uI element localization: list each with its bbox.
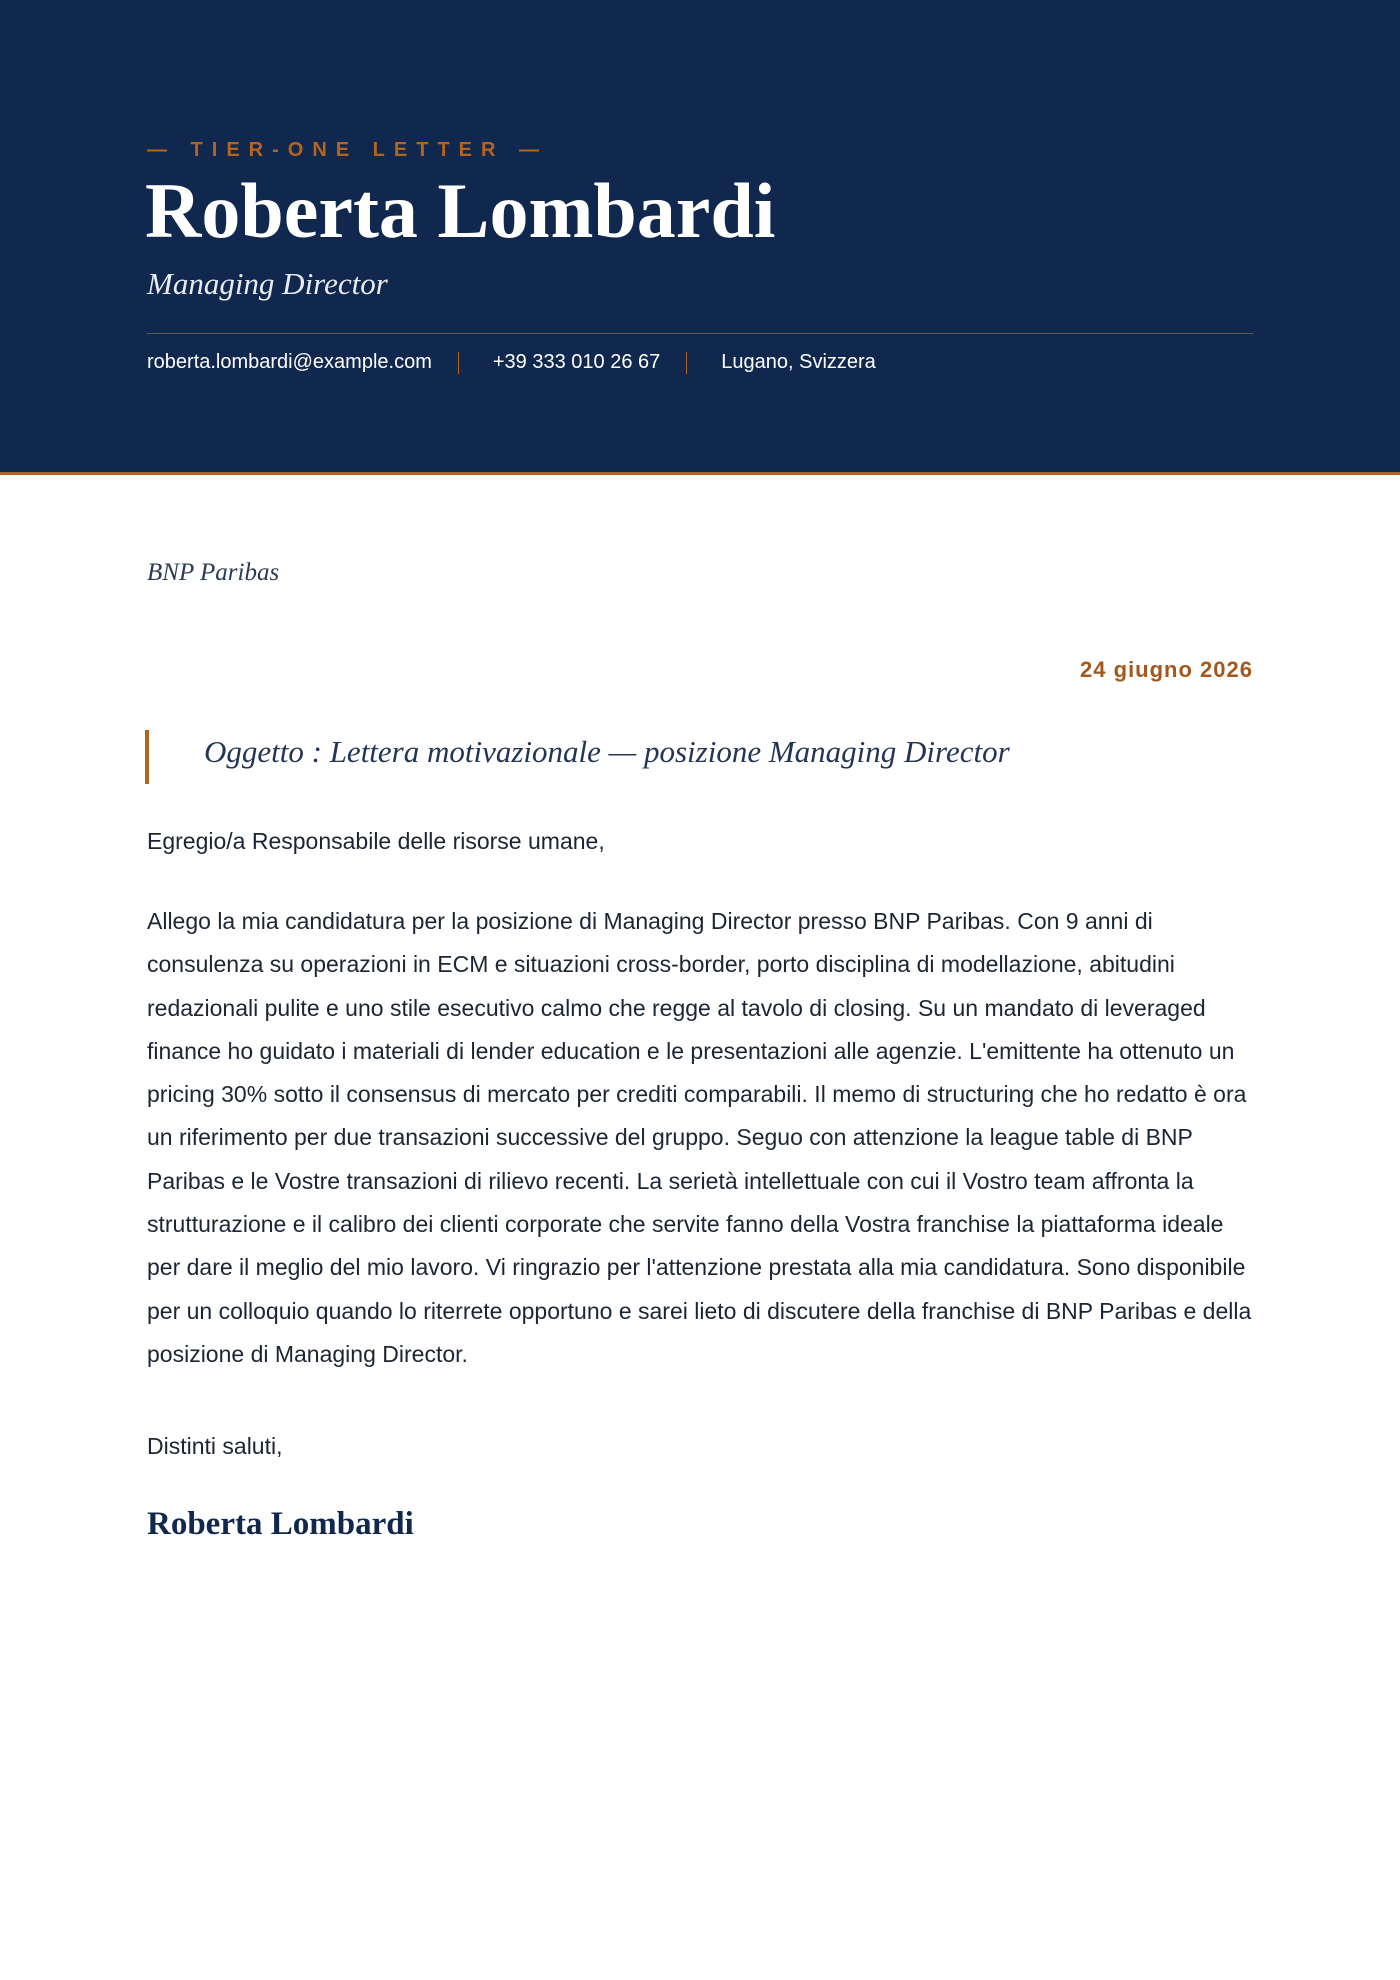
contact-phone[interactable]: +39 333 010 26 67 [492, 351, 661, 373]
letter-salutation: Egregio/a Responsabile delle risorse umane, [147, 828, 605, 854]
contact-separator [686, 352, 687, 374]
letter-date: 24 giugno 2026 [1080, 657, 1253, 682]
subject-accent-bar [145, 730, 149, 784]
eyebrow-label: — TIER-ONE LETTER — [147, 139, 548, 161]
contact-separator [458, 352, 459, 374]
recipient-company: BNP Paribas [147, 559, 280, 586]
header-divider [147, 333, 1253, 334]
letterhead-header [0, 0, 1400, 475]
letter-closing: Distinti saluti, [147, 1433, 283, 1459]
letter-body: Allego la mia candidatura per la posizione di Managing Director presso BNP Paribas. Con 9 anni di consulenza su operazioni in ECM e situazioni cross-border, porto disciplina di modellazione, abitudini redazionali pulite e uno stile esecutivo calmo che regge al tavolo di closing. Su un mandato di leveraged finance ho guidato i materiali di lender education e le presentazioni alle agenzie. L'emittente ha ottenuto un pricing 30% sotto il consensus di mercato per crediti comparabili. Il memo di structuring che ho redatto è ora un riferimento per due transazioni successive del gruppo. Seguo con attenzione la league table di BNP Paribas e le Vostre transazioni di rilievo recenti. La serietà intellettuale con cui il Vostro team affronta la strutturazione e il calibro dei clienti corporate che servite fanno della Vostra franchise la piattaforma ideale per dare il meglio del mio lavoro. Vi ringrazio per l'attenzione prestata alla mia candidatura. Sono disponibile per un colloquio quando lo riterrete opportuno e sarei lieto di discutere della franchise di BNP Paribas e della posizione di Managing Director. [147, 908, 1252, 1367]
contact-line [147, 351, 876, 374]
contact-email[interactable]: roberta.lombardi@example.com [147, 351, 432, 373]
contact-location: Lugano, Svizzera [721, 351, 876, 373]
letter-subject: Oggetto : Lettera motivazionale — posizione Managing Director [204, 734, 1010, 769]
letter-signature: Roberta Lombardi [147, 1506, 414, 1542]
sender-name: Roberta Lombardi [145, 167, 776, 254]
sender-role: Managing Director [147, 266, 388, 301]
